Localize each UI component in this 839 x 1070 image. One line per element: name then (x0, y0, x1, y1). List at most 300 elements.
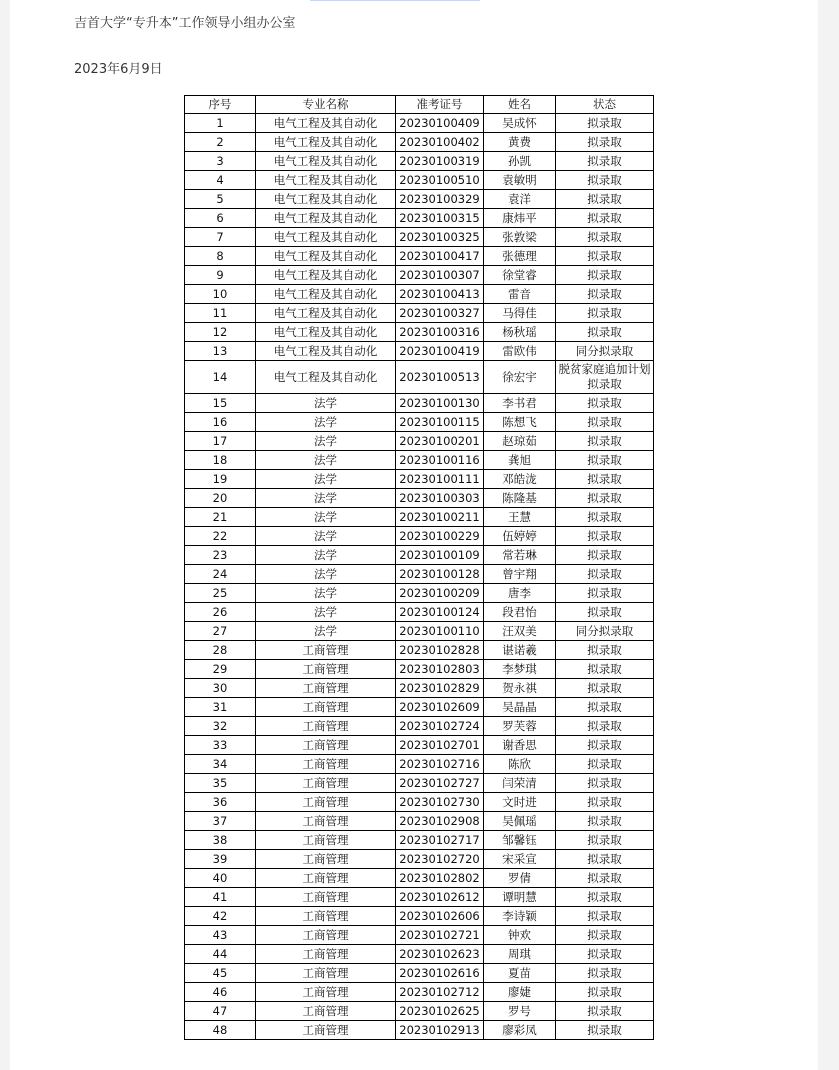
cell-major: 工商管理 (256, 983, 396, 1002)
cell-status: 拟录取 (556, 888, 654, 907)
cell-index: 9 (185, 266, 256, 285)
cell-major: 工商管理 (256, 869, 396, 888)
cell-exam-id: 20230102712 (396, 983, 484, 1002)
cell-status: 拟录取 (556, 413, 654, 432)
table-row (185, 527, 654, 546)
cell-exam-id: 20230102829 (396, 679, 484, 698)
cell-major: 工商管理 (256, 774, 396, 793)
cell-exam-id: 20230100327 (396, 304, 484, 323)
cell-name: 徐堂睿 (484, 266, 556, 285)
cell-major: 电气工程及其自动化 (256, 266, 396, 285)
cell-exam-id: 20230100128 (396, 565, 484, 584)
cell-index: 18 (185, 451, 256, 470)
cell-major: 工商管理 (256, 945, 396, 964)
admission-table (184, 95, 654, 1040)
table-row (185, 584, 654, 603)
cell-exam-id: 20230100417 (396, 247, 484, 266)
cell-exam-id: 20230102612 (396, 888, 484, 907)
cell-status: 拟录取 (556, 869, 654, 888)
cell-status: 拟录取 (556, 679, 654, 698)
table-row (185, 266, 654, 285)
cell-exam-id: 20230102609 (396, 698, 484, 717)
cell-major: 电气工程及其自动化 (256, 285, 396, 304)
cell-name: 谭明慧 (484, 888, 556, 907)
table-row (185, 926, 654, 945)
cell-index: 31 (185, 698, 256, 717)
cell-name: 谌诺羲 (484, 641, 556, 660)
table-row (185, 546, 654, 565)
cell-status: 拟录取 (556, 304, 654, 323)
cell-index: 33 (185, 736, 256, 755)
cell-exam-id: 20230100319 (396, 152, 484, 171)
cell-index: 17 (185, 432, 256, 451)
cell-index: 47 (185, 1002, 256, 1021)
table-row (185, 1021, 654, 1040)
document-page (10, 0, 818, 1070)
cell-exam-id: 20230102625 (396, 1002, 484, 1021)
cell-exam-id: 20230100110 (396, 622, 484, 641)
table-row (185, 508, 654, 527)
header-index: 序号 (185, 96, 256, 114)
cell-exam-id: 20230100229 (396, 527, 484, 546)
cell-index: 46 (185, 983, 256, 1002)
cell-name: 伍婷婷 (484, 527, 556, 546)
cell-index: 10 (185, 285, 256, 304)
cell-exam-id: 20230102720 (396, 850, 484, 869)
table-body (185, 114, 654, 1040)
cell-exam-id: 20230102802 (396, 869, 484, 888)
cell-name: 汪双美 (484, 622, 556, 641)
cell-index: 23 (185, 546, 256, 565)
cell-exam-id: 20230102721 (396, 926, 484, 945)
cell-status: 拟录取 (556, 945, 654, 964)
cell-status: 同分拟录取 (556, 342, 654, 361)
cell-major: 工商管理 (256, 888, 396, 907)
cell-major: 电气工程及其自动化 (256, 228, 396, 247)
cell-major: 工商管理 (256, 660, 396, 679)
cell-name: 贺永祺 (484, 679, 556, 698)
table-row (185, 342, 654, 361)
table-row (185, 736, 654, 755)
cell-major: 工商管理 (256, 717, 396, 736)
cell-name: 袁敏明 (484, 171, 556, 190)
cell-major: 电气工程及其自动化 (256, 247, 396, 266)
cell-exam-id: 20230100303 (396, 489, 484, 508)
cell-index: 32 (185, 717, 256, 736)
table-header-row (185, 96, 654, 114)
cell-exam-id: 20230102623 (396, 945, 484, 964)
cell-exam-id: 20230100409 (396, 114, 484, 133)
cell-index: 36 (185, 793, 256, 812)
cell-major: 电气工程及其自动化 (256, 152, 396, 171)
cell-name: 袁洋 (484, 190, 556, 209)
cell-index: 30 (185, 679, 256, 698)
cell-major: 法学 (256, 470, 396, 489)
cell-exam-id: 20230102701 (396, 736, 484, 755)
cell-name: 杨秋瑶 (484, 323, 556, 342)
cell-name: 龚旭 (484, 451, 556, 470)
cell-name: 宋采宣 (484, 850, 556, 869)
cell-name: 吴成怀 (484, 114, 556, 133)
cell-exam-id: 20230102908 (396, 812, 484, 831)
top-divider (310, 0, 480, 1)
cell-index: 13 (185, 342, 256, 361)
table-row (185, 850, 654, 869)
cell-status: 拟录取 (556, 793, 654, 812)
cell-major: 工商管理 (256, 736, 396, 755)
cell-major: 工商管理 (256, 850, 396, 869)
table-row (185, 489, 654, 508)
table-row (185, 774, 654, 793)
table-row (185, 361, 654, 394)
cell-name: 陈想飞 (484, 413, 556, 432)
cell-major: 法学 (256, 451, 396, 470)
cell-index: 39 (185, 850, 256, 869)
cell-status: 拟录取 (556, 285, 654, 304)
cell-name: 谢香思 (484, 736, 556, 755)
cell-index: 25 (185, 584, 256, 603)
cell-status: 拟录取 (556, 774, 654, 793)
cell-exam-id: 20230102616 (396, 964, 484, 983)
cell-status: 拟录取 (556, 171, 654, 190)
cell-name: 周琪 (484, 945, 556, 964)
cell-name: 张德理 (484, 247, 556, 266)
cell-name: 闫荣清 (484, 774, 556, 793)
cell-exam-id: 20230102803 (396, 660, 484, 679)
cell-index: 43 (185, 926, 256, 945)
cell-index: 14 (185, 361, 256, 394)
cell-major: 电气工程及其自动化 (256, 209, 396, 228)
cell-exam-id: 20230100316 (396, 323, 484, 342)
cell-index: 12 (185, 323, 256, 342)
cell-name: 唐李 (484, 584, 556, 603)
cell-index: 11 (185, 304, 256, 323)
table-row (185, 152, 654, 171)
cell-status: 拟录取 (556, 527, 654, 546)
cell-major: 法学 (256, 565, 396, 584)
cell-major: 工商管理 (256, 831, 396, 850)
cell-name: 段君怡 (484, 603, 556, 622)
cell-index: 41 (185, 888, 256, 907)
cell-name: 李诗颖 (484, 907, 556, 926)
table-row (185, 717, 654, 736)
cell-major: 工商管理 (256, 926, 396, 945)
cell-exam-id: 20230102727 (396, 774, 484, 793)
table-row (185, 945, 654, 964)
cell-status: 拟录取 (556, 717, 654, 736)
cell-major: 法学 (256, 413, 396, 432)
cell-name: 陈隆基 (484, 489, 556, 508)
cell-name: 廖婕 (484, 983, 556, 1002)
cell-status: 拟录取 (556, 1021, 654, 1040)
cell-name: 李梦琪 (484, 660, 556, 679)
table-row (185, 641, 654, 660)
cell-status: 拟录取 (556, 641, 654, 660)
cell-name: 康炜平 (484, 209, 556, 228)
cell-major: 工商管理 (256, 964, 396, 983)
cell-name: 吴佩瑶 (484, 812, 556, 831)
cell-exam-id: 20230100201 (396, 432, 484, 451)
cell-exam-id: 20230102717 (396, 831, 484, 850)
cell-name: 常若琳 (484, 546, 556, 565)
cell-name: 黄费 (484, 133, 556, 152)
cell-status: 拟录取 (556, 964, 654, 983)
table-row (185, 964, 654, 983)
cell-exam-id: 20230100209 (396, 584, 484, 603)
cell-major: 法学 (256, 527, 396, 546)
cell-status: 拟录取 (556, 489, 654, 508)
header-major: 专业名称 (256, 96, 396, 114)
header-name: 姓名 (484, 96, 556, 114)
table-row (185, 394, 654, 413)
cell-exam-id: 20230102606 (396, 907, 484, 926)
cell-index: 45 (185, 964, 256, 983)
cell-exam-id: 20230100513 (396, 361, 484, 394)
cell-status: 拟录取 (556, 323, 654, 342)
cell-index: 35 (185, 774, 256, 793)
cell-status: 拟录取 (556, 603, 654, 622)
cell-status: 拟录取 (556, 831, 654, 850)
cell-status: 同分拟录取 (556, 622, 654, 641)
cell-index: 42 (185, 907, 256, 926)
cell-status: 拟录取 (556, 190, 654, 209)
cell-name: 马得佳 (484, 304, 556, 323)
cell-major: 电气工程及其自动化 (256, 133, 396, 152)
cell-exam-id: 20230102716 (396, 755, 484, 774)
cell-status: 拟录取 (556, 432, 654, 451)
cell-index: 28 (185, 641, 256, 660)
cell-major: 工商管理 (256, 1021, 396, 1040)
table-row (185, 679, 654, 698)
table-row (185, 114, 654, 133)
table-row (185, 413, 654, 432)
cell-status: 拟录取 (556, 451, 654, 470)
cell-major: 法学 (256, 508, 396, 527)
cell-name: 钟欢 (484, 926, 556, 945)
cell-major: 法学 (256, 603, 396, 622)
cell-exam-id: 20230102724 (396, 717, 484, 736)
cell-name: 雷欧伟 (484, 342, 556, 361)
cell-exam-id: 20230100402 (396, 133, 484, 152)
cell-status: 拟录取 (556, 584, 654, 603)
cell-name: 孙凯 (484, 152, 556, 171)
header-status: 状态 (556, 96, 654, 114)
table-row (185, 451, 654, 470)
cell-index: 2 (185, 133, 256, 152)
cell-exam-id: 20230100329 (396, 190, 484, 209)
cell-name: 邹馨钰 (484, 831, 556, 850)
cell-status: 拟录取 (556, 660, 654, 679)
cell-status: 拟录取 (556, 850, 654, 869)
cell-index: 7 (185, 228, 256, 247)
cell-name: 赵琼茹 (484, 432, 556, 451)
cell-name: 王慧 (484, 508, 556, 527)
cell-major: 法学 (256, 489, 396, 508)
cell-status: 拟录取 (556, 266, 654, 285)
cell-status: 拟录取 (556, 812, 654, 831)
cell-exam-id: 20230100124 (396, 603, 484, 622)
table-row (185, 869, 654, 888)
cell-index: 48 (185, 1021, 256, 1040)
table-row (185, 1002, 654, 1021)
cell-index: 34 (185, 755, 256, 774)
cell-name: 夏苗 (484, 964, 556, 983)
cell-index: 21 (185, 508, 256, 527)
cell-status: 拟录取 (556, 755, 654, 774)
cell-major: 工商管理 (256, 755, 396, 774)
cell-name: 罗倩 (484, 869, 556, 888)
cell-name: 张敦梁 (484, 228, 556, 247)
cell-index: 8 (185, 247, 256, 266)
cell-status: 拟录取 (556, 209, 654, 228)
cell-name: 罗芙蓉 (484, 717, 556, 736)
cell-major: 工商管理 (256, 812, 396, 831)
table-row (185, 603, 654, 622)
table-row (185, 831, 654, 850)
cell-exam-id: 20230100115 (396, 413, 484, 432)
cell-status: 拟录取 (556, 565, 654, 584)
cell-index: 19 (185, 470, 256, 489)
cell-major: 工商管理 (256, 1002, 396, 1021)
table-row (185, 983, 654, 1002)
cell-status: 拟录取 (556, 926, 654, 945)
table-row (185, 565, 654, 584)
cell-status: 脱贫家庭追加计划拟录取 (556, 361, 654, 394)
cell-name: 雷音 (484, 285, 556, 304)
table-row (185, 812, 654, 831)
table-row (185, 622, 654, 641)
cell-status: 拟录取 (556, 114, 654, 133)
table-row (185, 323, 654, 342)
cell-major: 法学 (256, 432, 396, 451)
cell-exam-id: 20230102913 (396, 1021, 484, 1040)
cell-index: 4 (185, 171, 256, 190)
cell-exam-id: 20230100116 (396, 451, 484, 470)
cell-exam-id: 20230100413 (396, 285, 484, 304)
cell-index: 27 (185, 622, 256, 641)
cell-major: 电气工程及其自动化 (256, 114, 396, 133)
cell-major: 电气工程及其自动化 (256, 361, 396, 394)
header-exam-id: 准考证号 (396, 96, 484, 114)
cell-index: 38 (185, 831, 256, 850)
cell-name: 曾宇翔 (484, 565, 556, 584)
table-row (185, 228, 654, 247)
cell-exam-id: 20230100111 (396, 470, 484, 489)
cell-index: 29 (185, 660, 256, 679)
cell-major: 法学 (256, 546, 396, 565)
table-row (185, 432, 654, 451)
cell-exam-id: 20230102828 (396, 641, 484, 660)
table-row (185, 907, 654, 926)
table-row (185, 247, 654, 266)
cell-status: 拟录取 (556, 247, 654, 266)
cell-index: 26 (185, 603, 256, 622)
cell-major: 电气工程及其自动化 (256, 323, 396, 342)
cell-major: 电气工程及其自动化 (256, 171, 396, 190)
cell-status: 拟录取 (556, 698, 654, 717)
cell-major: 工商管理 (256, 907, 396, 926)
table-row (185, 171, 654, 190)
table-row (185, 133, 654, 152)
table-row (185, 304, 654, 323)
cell-index: 40 (185, 869, 256, 888)
table-row (185, 660, 654, 679)
cell-exam-id: 20230100130 (396, 394, 484, 413)
cell-name: 罗号 (484, 1002, 556, 1021)
cell-name: 邓皓泷 (484, 470, 556, 489)
cell-name: 廖彩凤 (484, 1021, 556, 1040)
cell-exam-id: 20230100307 (396, 266, 484, 285)
table-row (185, 888, 654, 907)
cell-major: 法学 (256, 622, 396, 641)
cell-status: 拟录取 (556, 470, 654, 489)
cell-major: 电气工程及其自动化 (256, 190, 396, 209)
cell-status: 拟录取 (556, 152, 654, 171)
cell-status: 拟录取 (556, 736, 654, 755)
cell-index: 6 (185, 209, 256, 228)
cell-status: 拟录取 (556, 1002, 654, 1021)
cell-name: 陈欣 (484, 755, 556, 774)
cell-name: 徐宏宇 (484, 361, 556, 394)
cell-exam-id: 20230102730 (396, 793, 484, 812)
table-row (185, 698, 654, 717)
cell-major: 工商管理 (256, 793, 396, 812)
cell-major: 法学 (256, 394, 396, 413)
issue-date: 2023年6月9日 (74, 62, 163, 77)
cell-status: 拟录取 (556, 907, 654, 926)
cell-index: 16 (185, 413, 256, 432)
cell-index: 1 (185, 114, 256, 133)
cell-status: 拟录取 (556, 983, 654, 1002)
cell-status: 拟录取 (556, 133, 654, 152)
cell-exam-id: 20230100325 (396, 228, 484, 247)
table-row (185, 755, 654, 774)
cell-index: 24 (185, 565, 256, 584)
cell-exam-id: 20230100315 (396, 209, 484, 228)
cell-name: 吴晶晶 (484, 698, 556, 717)
cell-exam-id: 20230100211 (396, 508, 484, 527)
cell-major: 电气工程及其自动化 (256, 342, 396, 361)
table-row (185, 470, 654, 489)
cell-major: 工商管理 (256, 698, 396, 717)
cell-status: 拟录取 (556, 394, 654, 413)
cell-major: 工商管理 (256, 679, 396, 698)
cell-status: 拟录取 (556, 228, 654, 247)
cell-index: 37 (185, 812, 256, 831)
cell-major: 电气工程及其自动化 (256, 304, 396, 323)
cell-index: 3 (185, 152, 256, 171)
cell-index: 15 (185, 394, 256, 413)
cell-index: 5 (185, 190, 256, 209)
cell-status: 拟录取 (556, 508, 654, 527)
cell-major: 工商管理 (256, 641, 396, 660)
table-row (185, 285, 654, 304)
cell-exam-id: 20230100109 (396, 546, 484, 565)
cell-exam-id: 20230100419 (396, 342, 484, 361)
cell-name: 李书君 (484, 394, 556, 413)
cell-index: 22 (185, 527, 256, 546)
cell-exam-id: 20230100510 (396, 171, 484, 190)
table-row (185, 209, 654, 228)
cell-status: 拟录取 (556, 546, 654, 565)
cell-major: 法学 (256, 584, 396, 603)
cell-index: 44 (185, 945, 256, 964)
table-row (185, 793, 654, 812)
cell-index: 20 (185, 489, 256, 508)
issuing-office: 吉首大学“专升本”工作领导小组办公室 (74, 16, 296, 31)
table-row (185, 190, 654, 209)
cell-name: 文时进 (484, 793, 556, 812)
